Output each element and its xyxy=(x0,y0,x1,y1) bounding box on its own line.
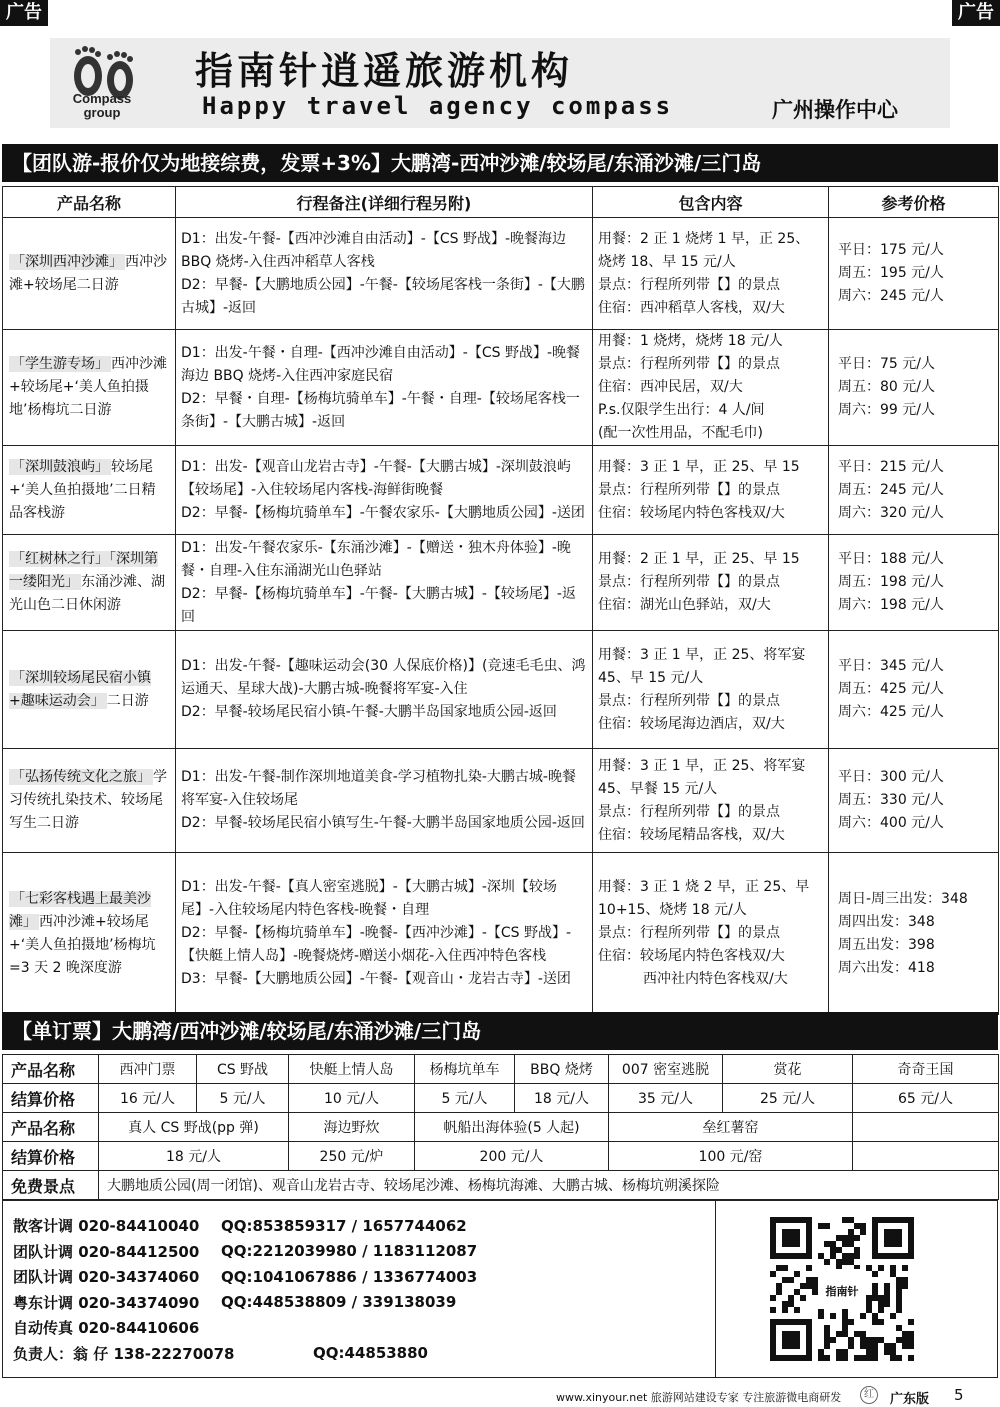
ticket-label-price: 结算价格 xyxy=(3,1142,99,1171)
col-header-itinerary: 行程备注(详细行程另附) xyxy=(176,187,593,218)
contact-row xyxy=(13,1264,477,1290)
contact-row xyxy=(13,1341,477,1367)
footer-url: www.xinyour.net 旅游网站建设专家 专注旅游微电商研发 xyxy=(556,1391,842,1404)
include-line: 住宿：湖光山色驿站，双/大 xyxy=(598,597,771,613)
include-line: 住宿：西冲民居，双/大 xyxy=(598,379,743,395)
product-highlight-title: 「学生游专场」 xyxy=(11,356,109,372)
product-description: 较场尾+‘美人鱼拍摄地’二日精品客栈游 xyxy=(9,458,156,521)
compass-logo xyxy=(58,42,148,122)
tour-row xyxy=(3,218,999,330)
tour-itinerary xyxy=(176,535,593,631)
ticket-name: 帆船出海体验(5 人起) xyxy=(415,1113,609,1142)
agency-header xyxy=(50,38,950,128)
product-highlight-title: 「红树林之行」「深圳第一缕阳光」 xyxy=(9,551,158,590)
tour-includes xyxy=(593,218,829,330)
include-line: 住宿：较场尾海边酒店，双/大 xyxy=(598,715,785,732)
price-line: 周五：198 元/人 xyxy=(838,574,944,590)
product-highlight-title: 「弘扬传统文化之旅」 xyxy=(11,769,151,785)
include-line: 住宿：西冲稻草人客栈，双/大 xyxy=(598,299,785,316)
group-tour-banner: 【团队游-报价仅为地接综费，发票+3%】大鹏湾-西冲沙滩/较场尾/东涌沙滩/三门岛 xyxy=(2,144,998,182)
ticket-row-names-2 xyxy=(3,1113,999,1142)
itinerary-line: D1：出发-午餐・自理-【西冲沙滩自由活动】-【CS 野战】-晚餐海边 BBQ 烧烤-入住西冲家庭民宿 xyxy=(181,344,581,384)
price-line: 周六出发：418 xyxy=(838,959,935,976)
ad-tag-right: 广告 xyxy=(952,0,1000,26)
product-highlight-title: 「七彩客栈遇上最美沙滩」 xyxy=(9,890,151,930)
contact-qq[interactable]: QQ:44853880 xyxy=(313,1344,428,1363)
itinerary-line: D2：早餐-【杨梅坑骑单车】-晚餐-【西冲沙滩】-【CS 野战】-【快艇上情人岛】-晚餐烧烤-赠送小烟花-入住西冲特色客栈 xyxy=(181,925,572,964)
contact-phone[interactable]: 团队计调 020-84412500 xyxy=(13,1242,200,1261)
ticket-name: 海边野炊 xyxy=(289,1113,415,1142)
contact-qq[interactable]: QQ:1041067886 / 1336774003 xyxy=(221,1267,478,1286)
agency-name-en: Happy travel agency compass xyxy=(202,92,674,120)
ticket-name: 007 密室逃脱 xyxy=(609,1055,723,1084)
ticket-row-prices-2 xyxy=(3,1142,999,1171)
tour-itinerary xyxy=(176,631,593,749)
include-line: 用餐：2 正 1 早，正 25、早 15 xyxy=(598,551,800,567)
logo-brand-line2: group xyxy=(83,105,121,120)
qr-caption: 指南针 xyxy=(825,1285,859,1298)
itinerary-line: D2：早餐-较场尾民宿小镇写生-午餐-大鹏半岛国家地质公园-返回 xyxy=(181,815,585,831)
include-line: 景点：行程所列带【】的景点 xyxy=(598,481,780,498)
contact-row xyxy=(13,1290,477,1316)
itinerary-line: D1：出发-午餐农家乐-【东涌沙滩】-【赠送・独木舟体验】-晚餐・自理-入住东涌湖光山色驿站 xyxy=(181,539,571,579)
page-footer xyxy=(548,1386,998,1406)
tour-price xyxy=(829,446,999,535)
tour-product-name xyxy=(3,218,176,330)
price-line: 平日：300 元/人 xyxy=(838,769,944,785)
ticket-row-free xyxy=(3,1171,999,1200)
product-description: 西冲沙滩+较场尾+‘美人鱼拍摄地’杨梅坑二日游 xyxy=(9,356,167,418)
price-line: 周五：330 元/人 xyxy=(838,792,944,808)
include-line: (配一次性用品，不配毛巾) xyxy=(598,425,763,441)
tour-includes xyxy=(593,853,829,1015)
contact-phone[interactable]: 粤东计调 020-34374090 xyxy=(13,1293,200,1312)
ticket-price: 5 元/人 xyxy=(415,1084,515,1113)
price-line: 周六：245 元/人 xyxy=(838,288,944,304)
contact-row xyxy=(13,1315,477,1341)
itinerary-line: D2：早餐・自理-【杨梅坑骑单车】-午餐・自理-【较场尾客栈一条街】-【大鹏古城】-返回 xyxy=(181,390,580,430)
price-line: 周六：320 元/人 xyxy=(838,504,944,521)
price-line: 周五：195 元/人 xyxy=(838,265,944,281)
contact-list xyxy=(13,1213,477,1366)
free-spots-list: 大鹏地质公园(周一闭馆)、观音山龙岩古寺、较场尾沙滩、杨梅坑海滩、大鹏古城、杨梅坑朔溪探险 xyxy=(99,1171,999,1200)
footer-edition: 广东版 xyxy=(890,1392,930,1407)
ticket-row-prices-1 xyxy=(3,1084,999,1113)
tour-row xyxy=(3,631,999,749)
include-line: 用餐：3 正 1 早，正 25、早 15 xyxy=(598,458,800,475)
agency-name-cn: 指南针逍遥旅游机构 xyxy=(195,48,574,93)
itinerary-line: D2：早餐-【杨梅坑骑单车】-午餐农家乐-【大鹏地质公园】-送团 xyxy=(181,504,585,521)
itinerary-line: D1：出发-午餐-【真人密室逃脱】-【大鹏古城】-深圳【较场尾】-入住较场尾内特色客栈-晚餐・自理 xyxy=(181,879,557,918)
ticket-name: 赏花 xyxy=(723,1055,853,1084)
price-line: 周日-周三出发：348 xyxy=(838,890,968,907)
include-line: 景点：行程所列带【】的景点 xyxy=(598,925,780,941)
agency-subtitle: 广州操作中心 xyxy=(772,98,898,122)
ticket-label-price: 结算价格 xyxy=(3,1084,99,1113)
price-line: 周五出发：398 xyxy=(838,936,935,953)
price-line: 周五：245 元/人 xyxy=(838,481,944,498)
include-line: 用餐：3 正 1 烧 2 早，正 25、早 10+15、烧烤 18 元/人 xyxy=(598,879,810,918)
product-description: 东涌沙滩、湖光山色二日休闲游 xyxy=(9,574,165,613)
ticket-price: 200 元/人 xyxy=(415,1142,609,1171)
itinerary-line: D2：早餐-较场尾民宿小镇-午餐-大鹏半岛国家地质公园-返回 xyxy=(181,704,557,720)
contact-phone[interactable]: 散客计调 020-84410040 xyxy=(13,1217,200,1236)
price-line: 平日：75 元/人 xyxy=(838,356,935,372)
include-line: P.s.仅限学生出行：4 人/间 xyxy=(598,402,765,418)
tour-itinerary xyxy=(176,749,593,853)
include-line: 用餐：3 正 1 早，正 25、将军宴 45、早餐 15 元/人 xyxy=(598,757,806,797)
ticket-price: 250 元/炉 xyxy=(289,1142,415,1171)
itinerary-line: D1：出发-午餐-【趣味运动会(30 人保底价格)】(竞速毛毛虫、鸿运通天、星球大战)-大鹏古城-晚餐将军宴-入住 xyxy=(181,658,586,697)
itinerary-line: D2：早餐-【杨梅坑骑单车】-午餐-【大鹏古城】-【较场尾】-返回 xyxy=(181,585,576,625)
contact-row xyxy=(13,1239,477,1265)
ticket-name: 西冲门票 xyxy=(99,1055,197,1084)
ticket-empty xyxy=(853,1113,999,1142)
include-line: 用餐：2 正 1 烧烤 1 早，正 25、烧烤 18、早 15 元/人 xyxy=(598,230,810,270)
ticket-price: 35 元/人 xyxy=(609,1084,723,1113)
include-line: 住宿：较场尾内特色客栈双/大 xyxy=(598,504,785,521)
tour-price xyxy=(829,535,999,631)
col-header-includes: 包含内容 xyxy=(593,187,829,218)
price-line: 周六：99 元/人 xyxy=(838,402,935,418)
tour-itinerary xyxy=(176,330,593,446)
tour-row xyxy=(3,535,999,631)
include-line: 西冲社内特色客栈双/大 xyxy=(643,971,788,987)
ticket-name: 快艇上情人岛 xyxy=(289,1055,415,1084)
tour-itinerary xyxy=(176,446,593,535)
table-header-row xyxy=(3,187,999,218)
tour-product-name xyxy=(3,631,176,749)
tour-price xyxy=(829,218,999,330)
tour-includes xyxy=(593,330,829,446)
tour-includes xyxy=(593,749,829,853)
product-description: 西冲沙滩+较场尾二日游 xyxy=(9,253,167,293)
tour-row xyxy=(3,749,999,853)
product-description: 二日游 xyxy=(106,692,149,709)
qr-code-icon[interactable] xyxy=(760,1217,924,1361)
price-line: 平日：188 元/人 xyxy=(838,551,944,567)
col-header-price: 参考价格 xyxy=(829,187,999,218)
logo-brand-line1: Compass xyxy=(72,91,132,106)
include-line: 景点：行程所列带【】的景点 xyxy=(598,574,780,590)
include-line: 景点：行程所列带【】的景点 xyxy=(598,803,780,820)
ticket-name: 垒红薯窑 xyxy=(609,1113,853,1142)
ticket-label-product: 产品名称 xyxy=(3,1055,99,1084)
ticket-price: 65 元/人 xyxy=(853,1084,999,1113)
tour-itinerary xyxy=(176,218,593,330)
ticket-name: BBQ 烧烤 xyxy=(515,1055,609,1084)
itinerary-line: D3：早餐-【大鹏地质公园】-午餐-【观音山・龙岩古寺】-送团 xyxy=(181,971,571,987)
group-tour-table xyxy=(2,186,999,1015)
ticket-price: 10 元/人 xyxy=(289,1084,415,1113)
price-line: 周六：198 元/人 xyxy=(838,597,944,613)
price-line: 平日：345 元/人 xyxy=(838,658,944,674)
ticket-price: 18 元/人 xyxy=(99,1142,289,1171)
ticket-label-product: 产品名称 xyxy=(3,1113,99,1142)
product-highlight-title: 「深圳西冲沙滩」 xyxy=(11,253,123,270)
itinerary-line: D1：出发-午餐-【西冲沙滩自由活动】-【CS 野战】-晚餐海边 BBQ 烧烤-入住西冲稻草人客栈 xyxy=(181,230,567,270)
price-line: 平日：175 元/人 xyxy=(838,242,944,258)
product-highlight-title: 「深圳较场尾民宿小镇+趣味运动会」 xyxy=(9,669,151,709)
tour-product-name xyxy=(3,446,176,535)
product-highlight-title: 「深圳鼓浪屿」 xyxy=(11,458,109,475)
ticket-name: 杨梅坑单车 xyxy=(415,1055,515,1084)
tour-price xyxy=(829,631,999,749)
price-line: 周四出发：348 xyxy=(838,913,935,930)
footer-mark-icon: 红 xyxy=(860,1386,878,1404)
tour-product-name xyxy=(3,853,176,1015)
contact-section xyxy=(2,1200,998,1378)
tour-itinerary xyxy=(176,853,593,1015)
tour-price xyxy=(829,330,999,446)
include-line: 用餐：3 正 1 早，正 25、将军宴 45、早 15 元/人 xyxy=(598,646,806,686)
price-line: 平日：215 元/人 xyxy=(838,458,944,475)
ticket-empty xyxy=(853,1142,999,1171)
ticket-price: 25 元/人 xyxy=(723,1084,853,1113)
itinerary-line: D1：出发-午餐-制作深圳地道美食-学习植物扎染-大鹏古城-晚餐将军宴-入住较场尾 xyxy=(181,769,576,808)
ticket-banner: 【单订票】大鹏湾/西冲沙滩/较场尾/东涌沙滩/三门岛 xyxy=(2,1012,998,1050)
ticket-name: CS 野战 xyxy=(197,1055,289,1084)
contact-phone[interactable]: 团队计调 020-34374060 xyxy=(13,1268,200,1287)
tour-product-name xyxy=(3,535,176,631)
col-header-product: 产品名称 xyxy=(3,187,176,218)
contact-row xyxy=(13,1213,477,1239)
page-number: 5 xyxy=(954,1386,964,1404)
include-line: 用餐：1 烧烤，烧烤 18 元/人 xyxy=(598,333,783,349)
itinerary-line: D1：出发-【观音山龙岩古寺】-午餐-【大鹏古城】-深圳鼓浪屿【较场尾】-入住较场尾内客栈-海鲜街晚餐 xyxy=(181,458,571,498)
ticket-name: 奇奇王国 xyxy=(853,1055,999,1084)
tour-product-name xyxy=(3,749,176,853)
contact-qq[interactable]: QQ:448538809 / 339138039 xyxy=(221,1293,457,1312)
price-line: 周六：425 元/人 xyxy=(838,704,944,720)
ticket-label-free: 免费景点 xyxy=(3,1171,99,1200)
include-line: 景点：行程所列带【】的景点 xyxy=(598,356,780,372)
include-line: 住宿：较场尾内特色客栈双/大 xyxy=(598,948,785,964)
ticket-price: 18 元/人 xyxy=(515,1084,609,1113)
tour-product-name xyxy=(3,330,176,446)
tour-includes xyxy=(593,631,829,749)
tour-row xyxy=(3,446,999,535)
tour-price xyxy=(829,749,999,853)
tour-includes xyxy=(593,446,829,535)
ticket-table xyxy=(2,1054,999,1200)
price-line: 周六：400 元/人 xyxy=(838,815,944,831)
contact-qq[interactable]: QQ:2212039980 / 1183112087 xyxy=(221,1242,478,1261)
contact-qq[interactable]: QQ:853859317 / 1657744062 xyxy=(221,1216,467,1235)
price-line: 周五：80 元/人 xyxy=(838,379,935,395)
itinerary-line: D2：早餐-【大鹏地质公园】-午餐-【较场尾客栈一条街】-【大鹏古城】-返回 xyxy=(181,276,585,316)
ticket-price: 5 元/人 xyxy=(197,1084,289,1113)
include-line: 住宿：较场尾精品客栈，双/大 xyxy=(598,826,785,843)
ad-tag-left: 广告 xyxy=(0,0,48,26)
ticket-price: 16 元/人 xyxy=(99,1084,197,1113)
ticket-price: 100 元/窑 xyxy=(609,1142,853,1171)
price-line: 周五：425 元/人 xyxy=(838,681,944,697)
tour-includes xyxy=(593,535,829,631)
tour-price xyxy=(829,853,999,1015)
tour-row xyxy=(3,853,999,1015)
include-line: 景点：行程所列带【】的景点 xyxy=(598,276,780,293)
contact-phone[interactable]: 自动传真 020-84410606 xyxy=(13,1319,200,1338)
tour-row xyxy=(3,330,999,446)
product-description: 学习传统扎染技术、较场尾写生二日游 xyxy=(9,769,167,831)
product-description: 西冲沙滩+较场尾+‘美人鱼拍摄地’杨梅坑=3 天 2 晚深度游 xyxy=(9,913,156,976)
ticket-name: 真人 CS 野战(pp 弹) xyxy=(99,1113,289,1142)
include-line: 景点：行程所列带【】的景点 xyxy=(598,692,780,709)
qr-panel xyxy=(715,1201,997,1377)
contact-phone[interactable]: 负责人：翁 仔 138-22270078 xyxy=(13,1344,235,1363)
ticket-row-names-1 xyxy=(3,1055,999,1084)
